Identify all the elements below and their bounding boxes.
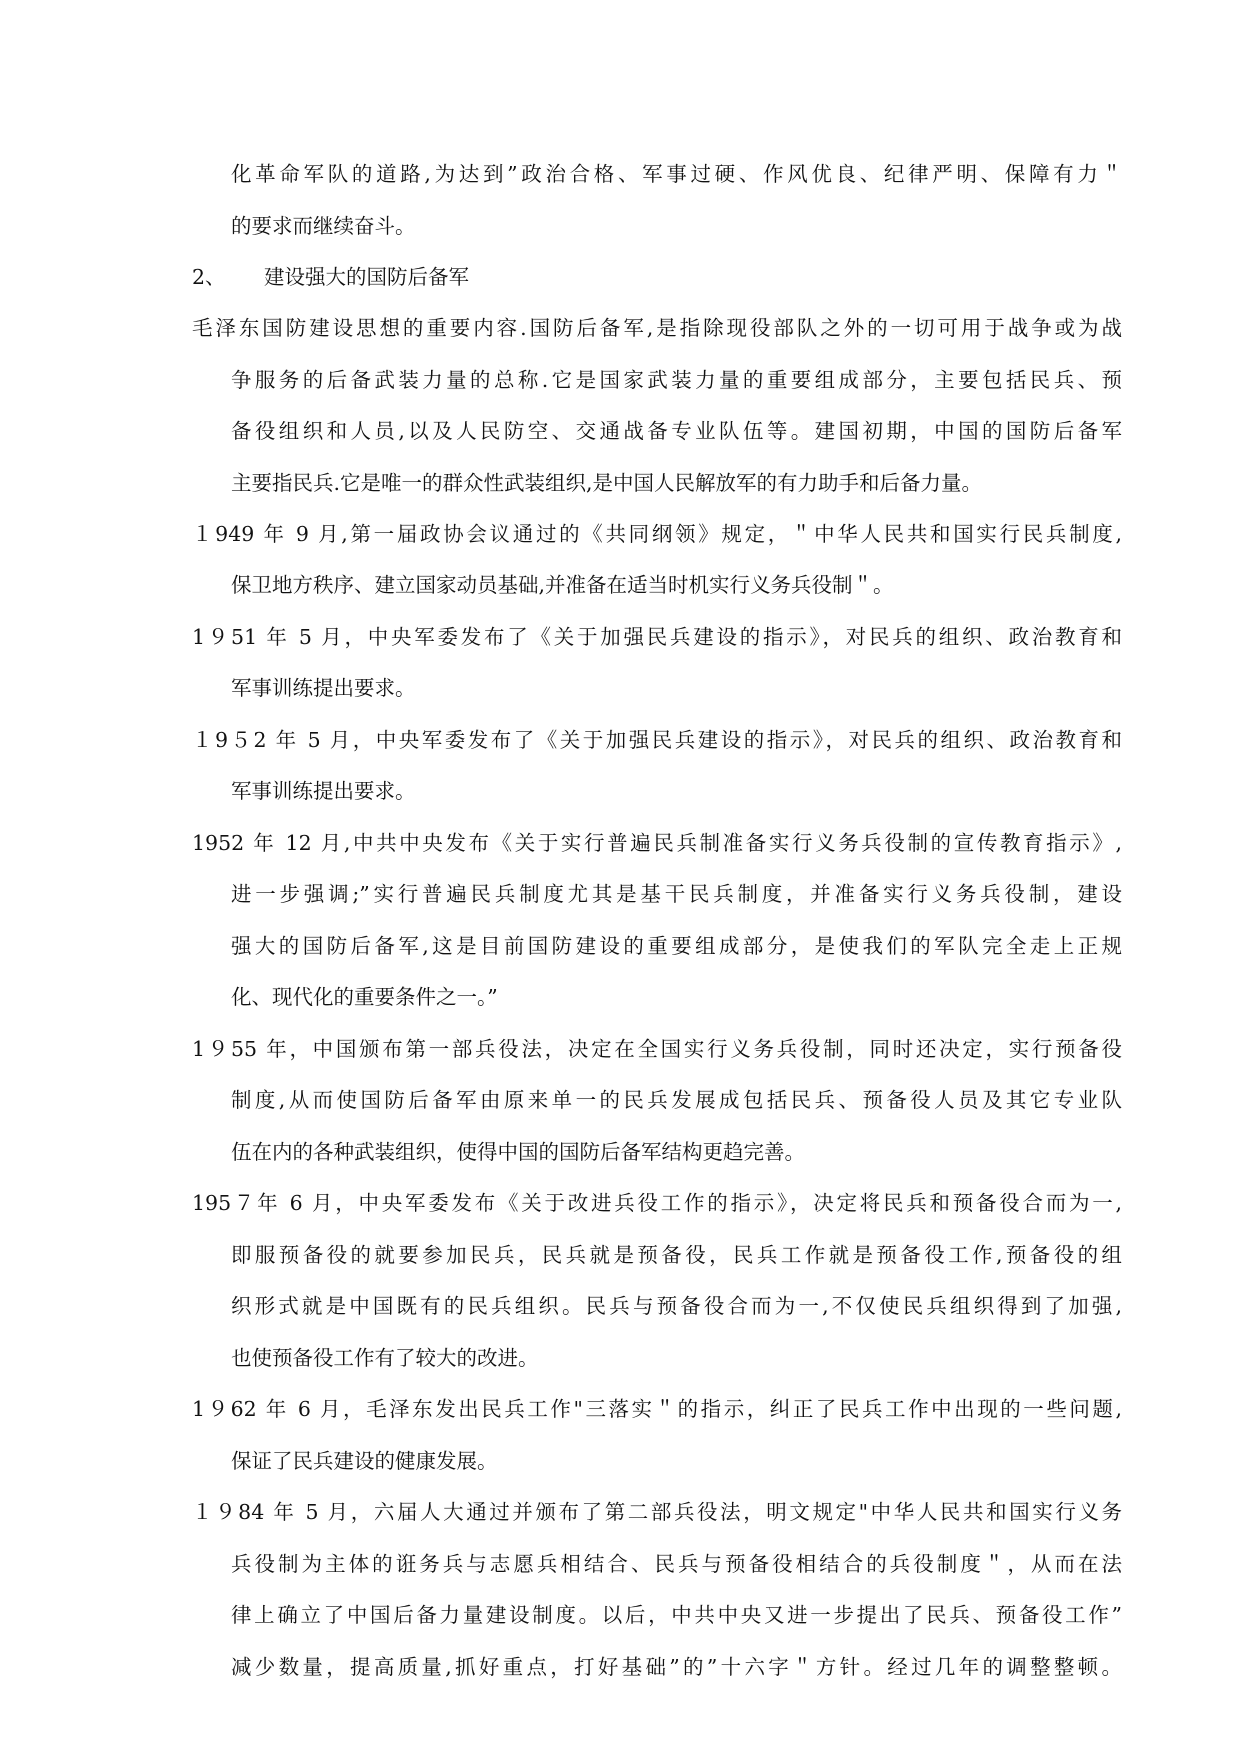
paragraph-line: 1９62 年 6 月，毛泽东发出民兵工作"三落实＂的指示，纠正了民兵工作中出现的一些问题,	[192, 1397, 1122, 1421]
paragraph-line: 毛泽东国防建设思想的重要内容.国防后备军,是指除现役部队之外的一切可用于战争或为战	[192, 316, 1122, 340]
paragraph-line: 律上确立了中国后备力量建设制度。以后，中共中央又进一步提出了民兵、预备役工作”	[231, 1603, 1122, 1627]
paragraph-line: 伍在内的各种武装组织，使得中国的国防后备军结构更趋完善。	[231, 1140, 805, 1164]
paragraph-line: 主要指民兵.它是唯一的群众性武装组织,是中国人民解放军的有力助手和后备力量。	[231, 471, 983, 495]
paragraph-line: 即服预备役的就要参加民兵，民兵就是预备役，民兵工作就是预备役工作,预备役的组	[231, 1243, 1122, 1267]
continuation-line-1: 化革命军队的道路,为达到”政治合格、军事过硬、作风优良、纪律严明、保障有力＂	[231, 162, 1122, 186]
paragraph-line: 也使预备役工作有了较大的改进。	[231, 1346, 539, 1370]
continuation-line-2: 的要求而继续奋斗。	[231, 214, 416, 238]
paragraph-line: 军事训练提出要求。	[231, 779, 416, 803]
section-heading-number: 2、	[192, 265, 226, 289]
paragraph-line: 1９55 年，中国颁布第一部兵役法，决定在全国实行义务兵役制，同时还决定，实行预备役	[192, 1037, 1122, 1061]
paragraph-line: 军事训练提出要求。	[231, 676, 416, 700]
paragraph-line: 保卫地方秩序、建立国家动员基础,并准备在适当时机实行义务兵役制＂。	[231, 573, 894, 597]
paragraph-line: 195７年 6 月，中央军委发布《关于改进兵役工作的指示》，决定将民兵和预备役合而为一,	[192, 1191, 1122, 1215]
paragraph-line: 织形式就是中国既有的民兵组织。民兵与预备役合而为一,不仅使民兵组织得到了加强,	[231, 1294, 1122, 1318]
paragraph-line: 减少数量，提高质量,抓好重点，打好基础”的”十六字＂方针。经过几年的调整整顿。	[231, 1655, 1122, 1679]
paragraph-line: 进一步强调;”实行普遍民兵制度尤其是基干民兵制度，并准备实行义务兵役制，建设	[231, 882, 1122, 906]
paragraph-line: 制度,从而使国防后备军由原来单一的民兵发展成包括民兵、预备役人员及其它专业队	[231, 1088, 1122, 1112]
section-heading	[0, 262, 1241, 292]
paragraph-line: １9５2 年 5 月，中央军委发布了《关于加强民兵建设的指示》，对民兵的组织、政治教育和	[192, 728, 1122, 752]
paragraph-line: 兵役制为主体的诳务兵与志愿兵相结合、民兵与预备役相结合的兵役制度＂，从而在法	[231, 1552, 1122, 1576]
paragraph-line: １949 年 9 月,第一届政协会议通过的《共同纲领》规定，＂中华人民共和国实行民兵制度,	[192, 522, 1122, 546]
section-heading-title: 建设强大的国防后备军	[264, 265, 469, 289]
paragraph-line: 保证了民兵建设的健康发展。	[231, 1449, 498, 1473]
paragraph-line: 争服务的后备武装力量的总称.它是国家武装力量的重要组成部分，主要包括民兵、预	[231, 368, 1122, 392]
paragraph-line: 1952 年 12 月,中共中央发布《关于实行普遍民兵制准备实行义务兵役制的宣传教育指示》,	[192, 831, 1122, 855]
paragraph-line: 强大的国防后备军,这是目前国防建设的重要组成部分，是使我们的军队完全走上正规	[231, 934, 1122, 958]
paragraph-line: 1９51 年 5 月，中央军委发布了《关于加强民兵建设的指示》，对民兵的组织、政治教育和	[192, 625, 1122, 649]
paragraph-line: 备役组织和人员,以及人民防空、交通战备专业队伍等。建国初期，中国的国防后备军	[231, 419, 1122, 443]
paragraph-line: １９84 年 5 月，六届人大通过并颁布了第二部兵役法，明文规定"中华人民共和国实行义务	[192, 1500, 1122, 1524]
paragraph-line: 化、现代化的重要条件之一。”	[231, 985, 498, 1009]
